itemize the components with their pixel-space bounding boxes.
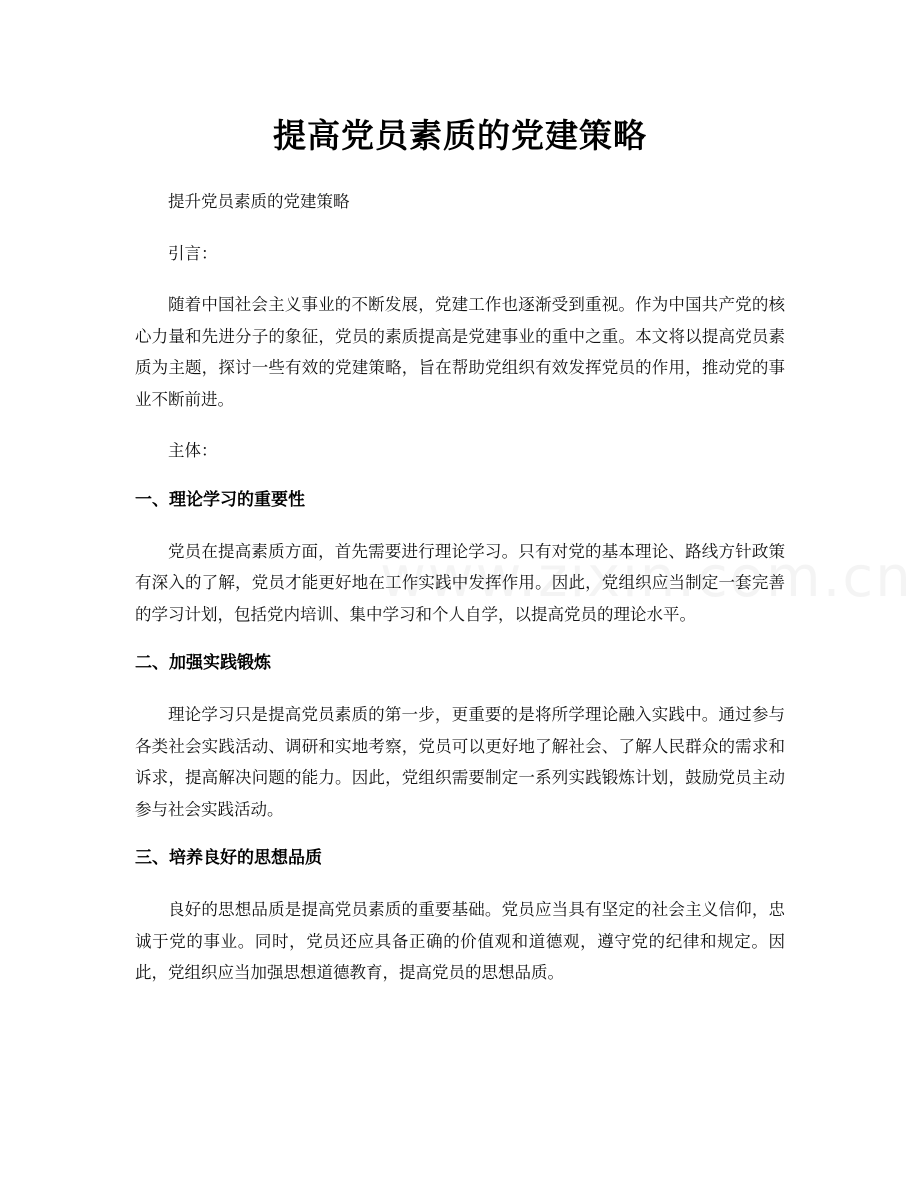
intro-paragraph: 随着中国社会主义事业的不断发展，党建工作也逐渐受到重视。作为中国共产党的核心力量和先进分子的象征，党员的素质提高是党建事业的重中之重。本文将以提高党员素质为主题，探讨一些有效的党建策略，旨在帮助党组织有效发挥党员的作用，推动党的事业不断前进。 xyxy=(135,295,785,409)
section-heading-2: 二、加强实践锻炼 xyxy=(135,653,271,673)
intro-label: 引言： xyxy=(168,243,218,263)
body-label: 主体： xyxy=(168,441,218,460)
section-heading-3: 三、培养良好的思想品质 xyxy=(135,848,322,868)
document-body xyxy=(135,186,785,989)
section-paragraph-2: 理论学习只是提高党员素质的第一步，更重要的是将所学理论融入实践中。通过参与各类社会实践活动、调研和实地考察，党员可以更好地了解社会、了解人民群众的需求和诉求，提高解决问题的能力。因此，党组织需要制定一系列实践锻炼计划，鼓励党员主动参与社会实践活动。 xyxy=(135,705,785,819)
section-paragraph-3: 良好的思想品质是提高党员素质的重要基础。党员应当具有坚定的社会主义信仰，忠诚于党的事业。同时，党员还应具备正确的价值观和道德观，遵守党的纪律和规定。因此，党组织应当加强思想道德教育，提高党员的思想品质。 xyxy=(135,900,785,982)
document-title: 提高党员素质的党建策略 xyxy=(273,116,647,155)
subtitle-paragraph: 提升党员素质的党建策略 xyxy=(168,192,350,211)
section-heading-1: 一、理论学习的重要性 xyxy=(135,489,305,510)
section-paragraph-1: 党员在提高素质方面，首先需要进行理论学习。只有对党的基本理论、路线方针政策有深入的了解，党员才能更好地在工作实践中发挥作用。因此，党组织应当制定一套完善的学习计划，包括党内培训、集中学习和个人自学，以提高党员的理论水平。 xyxy=(135,541,785,624)
